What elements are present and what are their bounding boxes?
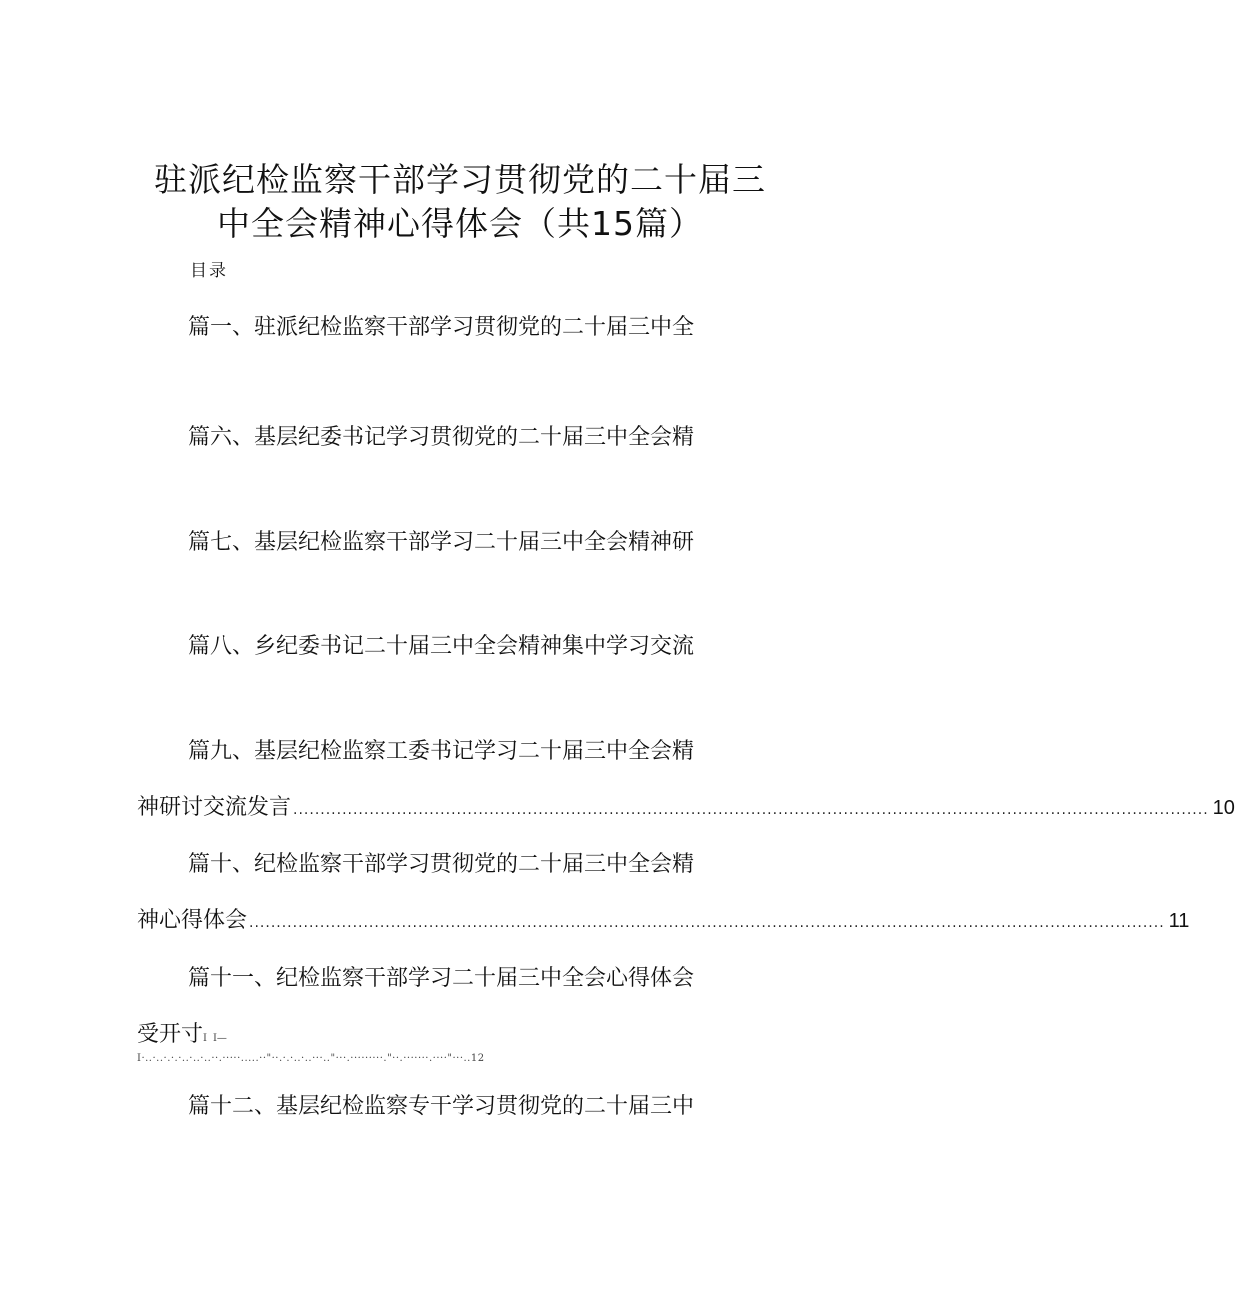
toc-entry-10[interactable]: 篇十、纪检监察干部学习贯彻党的二十届三中全会精 bbox=[188, 852, 695, 877]
toc-entry-6[interactable]: 篇六、基层纪委书记学习贯彻党的二十届三中全会精 bbox=[188, 425, 695, 450]
toc-entry-11-line-2[interactable] bbox=[137, 1020, 227, 1054]
toc-entry-1[interactable]: 篇一、驻派纪检监察干部学习贯彻党的二十届三中全 bbox=[188, 315, 695, 340]
toc-page-number: 10 bbox=[1212, 797, 1235, 819]
document-title-line-1: 驻派纪检监察干部学习贯彻党的二十届三 bbox=[154, 160, 766, 200]
toc-entry-11[interactable]: 篇十一、纪检监察干部学习二十届三中全会心得体会 bbox=[188, 966, 695, 991]
toc-entry-10-line-2: 神心得体会 bbox=[137, 908, 248, 933]
toc-entry-11-garbled-leader: I·..·..·.·.·..·..·..··.·····.....··"··.·.·..·..···.."···.·········."··.·······.····"···..12 bbox=[137, 1053, 485, 1064]
toc-page-number: 11 bbox=[1168, 910, 1190, 932]
toc-heading: 目录 bbox=[190, 261, 228, 281]
toc-entry-9-continuation[interactable] bbox=[137, 793, 1235, 825]
toc-entry-9[interactable]: 篇九、基层纪检监察工委书记学习二十届三中全会精 bbox=[188, 739, 695, 764]
toc-entry-11-line-2-text: 受开寸 bbox=[137, 1022, 204, 1047]
ocr-artifact-mark: I— bbox=[212, 1033, 227, 1044]
ocr-artifact-mark: I bbox=[203, 1033, 207, 1044]
toc-entry-12[interactable]: 篇十二、基层纪检监察专干学习贯彻党的二十届三中 bbox=[188, 1094, 695, 1119]
document-title-line-2: 中全会精神心得体会（共15篇） bbox=[217, 204, 703, 244]
toc-entry-10-continuation[interactable] bbox=[137, 906, 1190, 938]
toc-entry-9-line-2: 神研讨交流发言 bbox=[137, 795, 292, 820]
toc-entry-7[interactable]: 篇七、基层纪检监察干部学习二十届三中全会精神研 bbox=[188, 530, 695, 555]
toc-entry-8[interactable]: 篇八、乡纪委书记二十届三中全会精神集中学习交流 bbox=[188, 634, 695, 659]
toc-leader-dots: ........................................................................................................................................................................ bbox=[293, 802, 1209, 818]
toc-leader-dots: ........................................................................................................................................................................ bbox=[249, 915, 1165, 931]
